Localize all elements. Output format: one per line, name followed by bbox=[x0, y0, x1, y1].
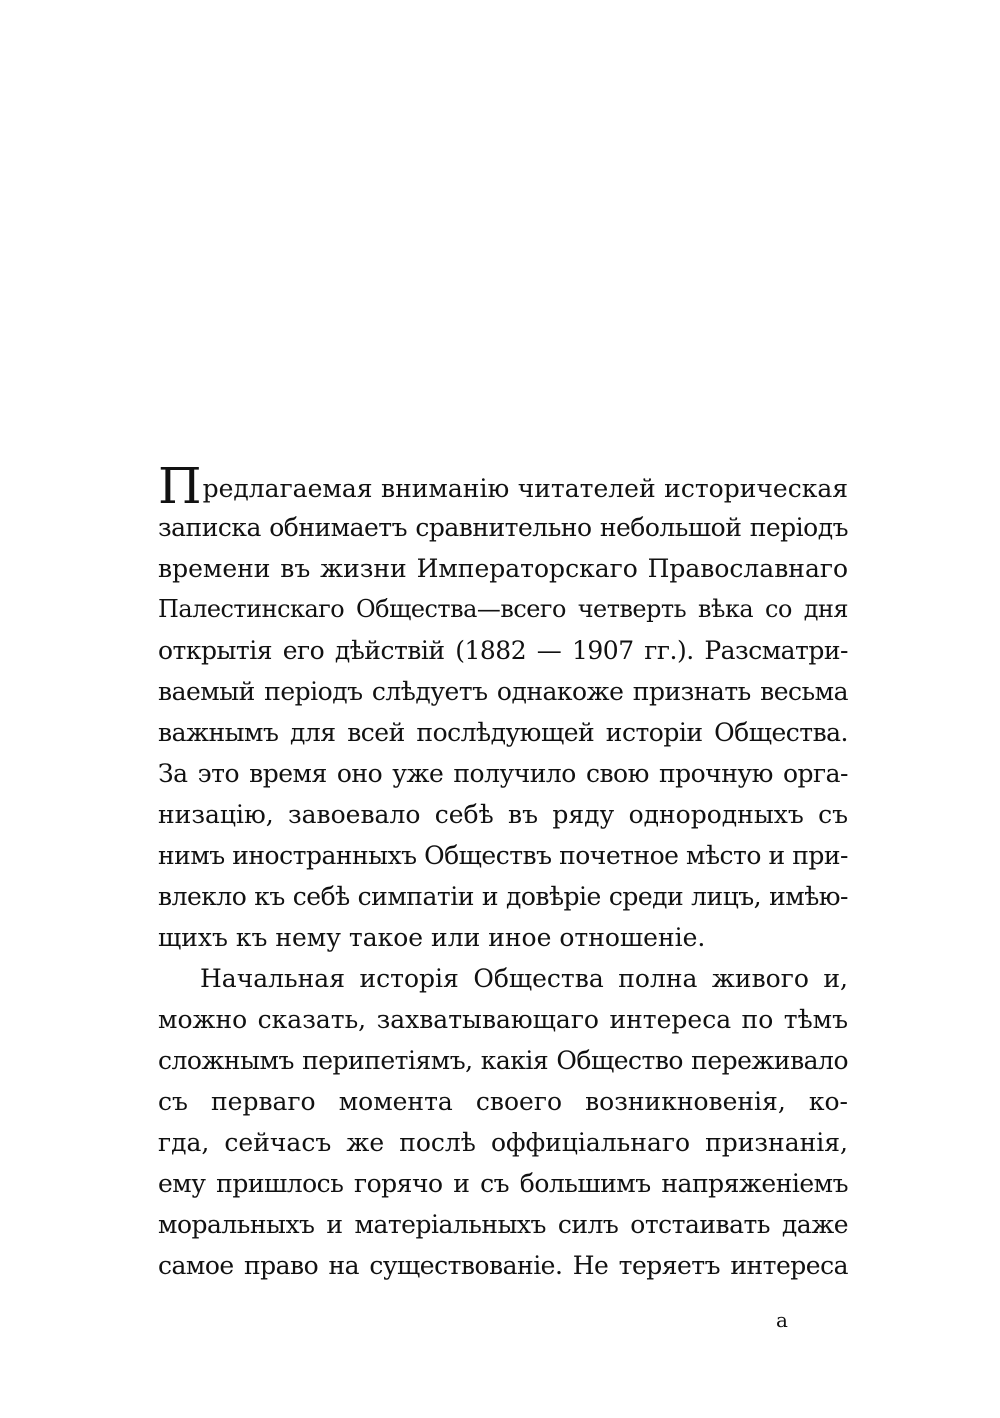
text-line: Палестинскаго Общества—всего четверть вѣка со дня bbox=[158, 595, 848, 623]
text-line: самое право на существованіе. Не теряетъ интереса bbox=[158, 1251, 848, 1280]
paragraph-1 bbox=[158, 466, 848, 958]
text-line: влекло къ себѣ симпатіи и довѣріе среди лицъ, имѣю- bbox=[158, 882, 848, 911]
signature-mark: a bbox=[776, 1308, 788, 1332]
text-line bbox=[158, 466, 848, 507]
text-line: щихъ къ нему такое или иное отношеніе. bbox=[158, 923, 706, 952]
text-line: низацію, завоевало себѣ въ ряду однородныхъ съ bbox=[158, 800, 848, 829]
drop-cap: П bbox=[158, 466, 202, 507]
text-line: Начальная исторія Общества полна живого и, bbox=[200, 964, 848, 993]
text-line: нимъ иностранныхъ Обществъ почетное мѣсто и при- bbox=[158, 841, 848, 870]
text-line: За это время оно уже получило свою прочную орга- bbox=[158, 759, 848, 788]
text-line: времени въ жизни Императорскаго Православнаго bbox=[158, 554, 848, 583]
text-line: ему пришлось горячо и съ большимъ напряженіемъ bbox=[158, 1169, 848, 1198]
text-line: записка обнимаетъ сравнительно небольшой періодъ bbox=[158, 513, 848, 542]
text-line: гда, сейчасъ же послѣ оффиціальнаго признанія, bbox=[158, 1128, 848, 1157]
paragraph-2 bbox=[158, 958, 848, 1286]
text-line: можно сказать, захватывающаго интереса по тѣмъ bbox=[158, 1005, 848, 1034]
text-line: съ перваго момента своего возникновенія, ко- bbox=[158, 1087, 848, 1116]
body-text bbox=[158, 466, 848, 1286]
text-line: ваемый періодъ слѣдуетъ однакоже признать весьма bbox=[158, 677, 848, 706]
text-line: моральныхъ и матеріальныхъ силъ отстаивать даже bbox=[158, 1210, 848, 1239]
text-line-content: редлагаемая вниманію читателей историческая bbox=[202, 474, 848, 503]
text-line: сложнымъ перипетіямъ, какія Общество переживало bbox=[158, 1046, 848, 1075]
text-line: важнымъ для всей послѣдующей исторіи Общества. bbox=[158, 718, 848, 747]
text-line: открытія его дѣйствій (1882 — 1907 гг.). Разсматри- bbox=[158, 636, 848, 665]
